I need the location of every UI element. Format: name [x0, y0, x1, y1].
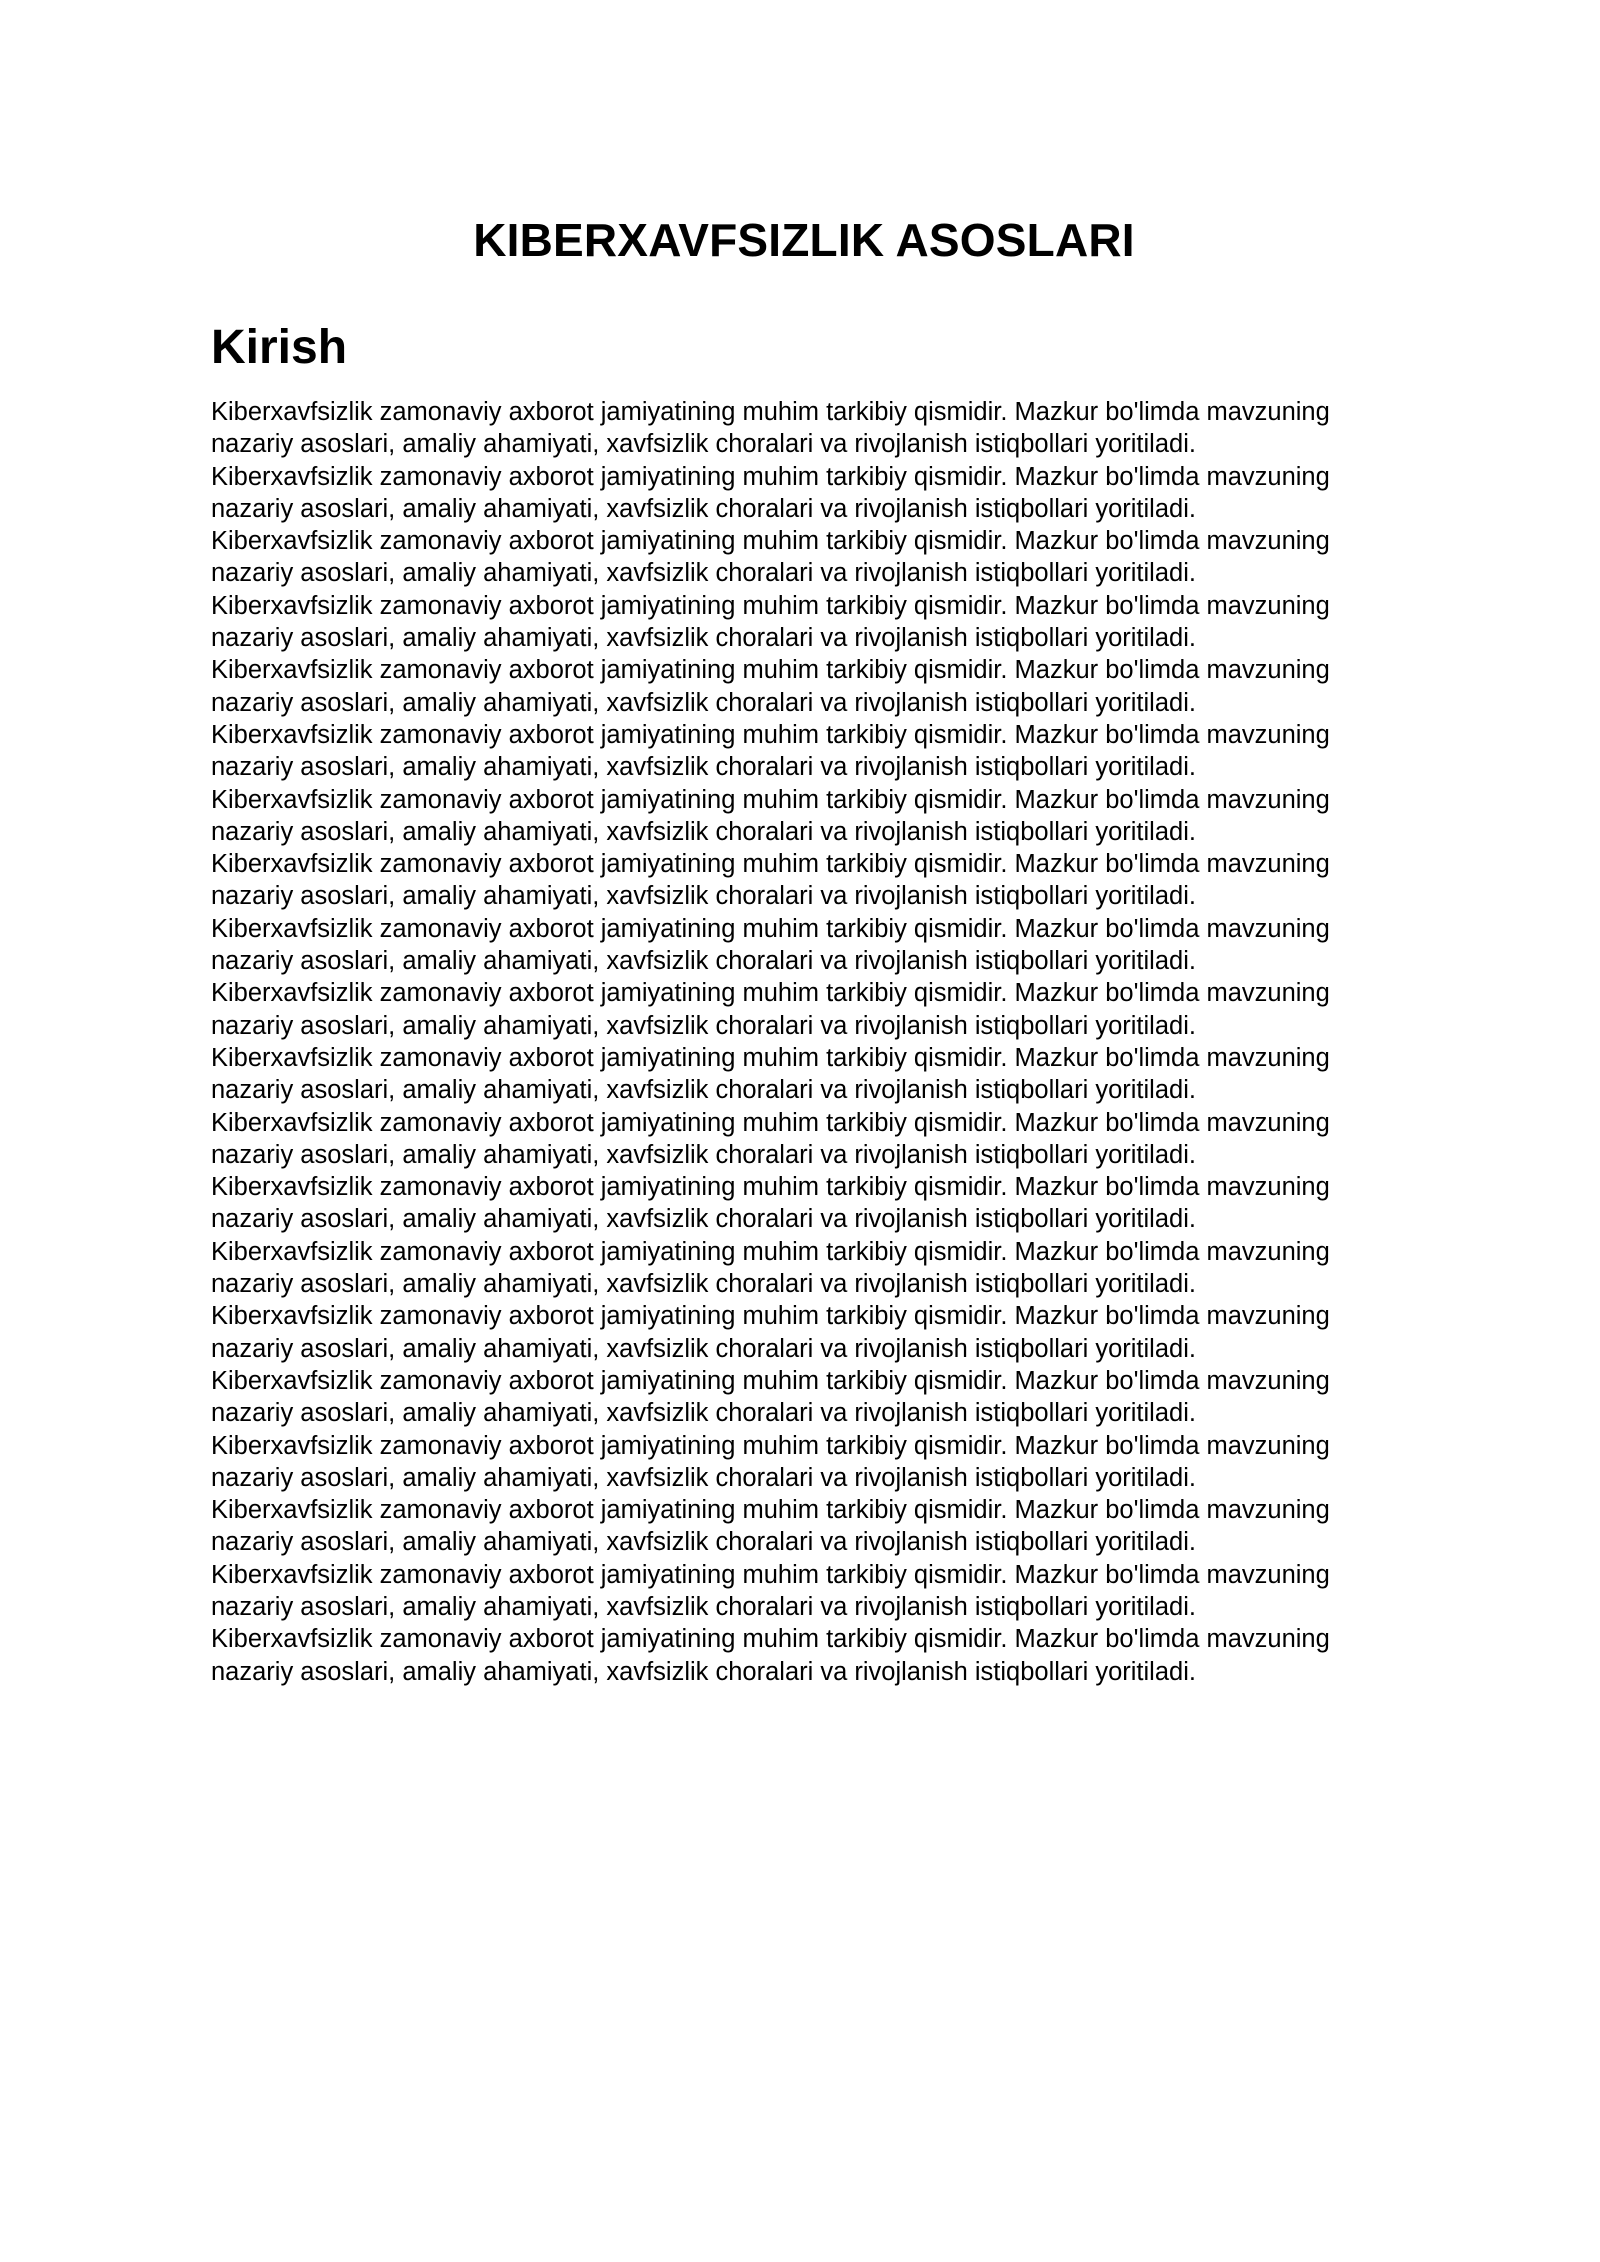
paragraph-line-1: Kiberxavfsizlik zamonaviy axborot jamiyatining muhim tarkibiy qismidir. Mazkur bo'limda mavzuning: [211, 1108, 1330, 1137]
paragraph-line-1: Kiberxavfsizlik zamonaviy axborot jamiyatining muhim tarkibiy qismidir. Mazkur bo'limda mavzuning: [211, 591, 1330, 620]
paragraph: [211, 1300, 1411, 1365]
paragraph-line-2: nazariy asoslari, amaliy ahamiyati, xavfsizlik choralari va rivojlanish istiqbollari yoritiladi.: [211, 753, 1196, 782]
paragraph-line-1: Kiberxavfsizlik zamonaviy axborot jamiyatining muhim tarkibiy qismidir. Mazkur bo'limda mavzuning: [211, 527, 1330, 556]
paragraph-line-2: nazariy asoslari, amaliy ahamiyati, xavfsizlik choralari va rivojlanish istiqbollari yoritiladi.: [211, 882, 1196, 911]
paragraph-line-1: Kiberxavfsizlik zamonaviy axborot jamiyatining muhim tarkibiy qismidir. Mazkur bo'limda mavzuning: [211, 1625, 1330, 1654]
paragraph-line-1: Kiberxavfsizlik zamonaviy axborot jamiyatining muhim tarkibiy qismidir. Mazkur bo'limda mavzuning: [211, 1560, 1330, 1589]
paragraph-line-1: Kiberxavfsizlik zamonaviy axborot jamiyatining muhim tarkibiy qismidir. Mazkur bo'limda mavzuning: [211, 979, 1330, 1008]
document-title-text: KIBERXAVFSIZLIK ASOSLARI: [473, 214, 1135, 266]
section-body: [211, 396, 1411, 1688]
paragraph-line-1: Kiberxavfsizlik zamonaviy axborot jamiyatining muhim tarkibiy qismidir. Mazkur bo'limda mavzuning: [211, 785, 1330, 814]
paragraph-line-1: Kiberxavfsizlik zamonaviy axborot jamiyatining muhim tarkibiy qismidir. Mazkur bo'limda mavzuning: [211, 720, 1330, 749]
paragraph-line-2: nazariy asoslari, amaliy ahamiyati, xavfsizlik choralari va rivojlanish istiqbollari yoritiladi.: [211, 559, 1196, 588]
paragraph: [211, 848, 1411, 913]
paragraph: [211, 977, 1411, 1042]
paragraph: [211, 1430, 1411, 1495]
paragraph-line-2: nazariy asoslari, amaliy ahamiyati, xavfsizlik choralari va rivojlanish istiqbollari yoritiladi.: [211, 1076, 1196, 1105]
paragraph-line-2: nazariy asoslari, amaliy ahamiyati, xavfsizlik choralari va rivojlanish istiqbollari yoritiladi.: [211, 1270, 1196, 1299]
paragraph: [211, 396, 1411, 461]
paragraph-line-1: Kiberxavfsizlik zamonaviy axborot jamiyatining muhim tarkibiy qismidir. Mazkur bo'limda mavzuning: [211, 1496, 1330, 1525]
paragraph-line-1: Kiberxavfsizlik zamonaviy axborot jamiyatining muhim tarkibiy qismidir. Mazkur bo'limda mavzuning: [211, 1237, 1330, 1266]
paragraph: [211, 525, 1411, 590]
paragraph-line-2: nazariy asoslari, amaliy ahamiyati, xavfsizlik choralari va rivojlanish istiqbollari yoritiladi.: [211, 1528, 1196, 1557]
paragraph-line-2: nazariy asoslari, amaliy ahamiyati, xavfsizlik choralari va rivojlanish istiqbollari yoritiladi.: [211, 1140, 1196, 1169]
paragraph: [211, 1559, 1411, 1624]
paragraph: [211, 654, 1411, 719]
paragraph: [211, 590, 1411, 655]
paragraph-line-2: nazariy asoslari, amaliy ahamiyati, xavfsizlik choralari va rivojlanish istiqbollari yoritiladi.: [211, 817, 1196, 846]
paragraph: [211, 784, 1411, 849]
paragraph-line-1: Kiberxavfsizlik zamonaviy axborot jamiyatining muhim tarkibiy qismidir. Mazkur bo'limda mavzuning: [211, 462, 1330, 491]
paragraph-line-2: nazariy asoslari, amaliy ahamiyati, xavfsizlik choralari va rivojlanish istiqbollari yoritiladi.: [211, 1592, 1196, 1621]
document-title: [0, 212, 1600, 268]
paragraph-line-2: nazariy asoslari, amaliy ahamiyati, xavfsizlik choralari va rivojlanish istiqbollari yoritiladi.: [211, 624, 1196, 653]
paragraph-line-2: nazariy asoslari, amaliy ahamiyati, xavfsizlik choralari va rivojlanish istiqbollari yoritiladi.: [211, 494, 1196, 523]
paragraph: [211, 1171, 1411, 1236]
paragraph: [211, 461, 1411, 526]
paragraph-line-1: Kiberxavfsizlik zamonaviy axborot jamiyatining muhim tarkibiy qismidir. Mazkur bo'limda mavzuning: [211, 1173, 1330, 1202]
paragraph-line-1: Kiberxavfsizlik zamonaviy axborot jamiyatining muhim tarkibiy qismidir. Mazkur bo'limda mavzuning: [211, 1431, 1330, 1460]
paragraph-line-1: Kiberxavfsizlik zamonaviy axborot jamiyatining muhim tarkibiy qismidir. Mazkur bo'limda mavzuning: [211, 914, 1330, 943]
paragraph-line-1: Kiberxavfsizlik zamonaviy axborot jamiyatining muhim tarkibiy qismidir. Mazkur bo'limda mavzuning: [211, 1302, 1330, 1331]
paragraph-line-2: nazariy asoslari, amaliy ahamiyati, xavfsizlik choralari va rivojlanish istiqbollari yoritiladi.: [211, 1011, 1196, 1040]
paragraph-line-2: nazariy asoslari, amaliy ahamiyati, xavfsizlik choralari va rivojlanish istiqbollari yoritiladi.: [211, 430, 1196, 459]
paragraph-line-2: nazariy asoslari, amaliy ahamiyati, xavfsizlik choralari va rivojlanish istiqbollari yoritiladi.: [211, 1463, 1196, 1492]
paragraph: [211, 1623, 1411, 1688]
paragraph-line-2: nazariy asoslari, amaliy ahamiyati, xavfsizlik choralari va rivojlanish istiqbollari yoritiladi.: [211, 1399, 1196, 1428]
paragraph-line-1: Kiberxavfsizlik zamonaviy axborot jamiyatining muhim tarkibiy qismidir. Mazkur bo'limda mavzuning: [211, 1043, 1330, 1072]
paragraph: [211, 719, 1411, 784]
paragraph-line-2: nazariy asoslari, amaliy ahamiyati, xavfsizlik choralari va rivojlanish istiqbollari yoritiladi.: [211, 688, 1196, 717]
paragraph: [211, 1236, 1411, 1301]
paragraph-line-1: Kiberxavfsizlik zamonaviy axborot jamiyatining muhim tarkibiy qismidir. Mazkur bo'limda mavzuning: [211, 656, 1330, 685]
paragraph-line-1: Kiberxavfsizlik zamonaviy axborot jamiyatining muhim tarkibiy qismidir. Mazkur bo'limda mavzuning: [211, 398, 1330, 426]
paragraph: [211, 1107, 1411, 1172]
paragraph: [211, 913, 1411, 978]
section-heading: Kirish: [211, 321, 348, 374]
paragraph-line-2: nazariy asoslari, amaliy ahamiyati, xavfsizlik choralari va rivojlanish istiqbollari yoritiladi.: [211, 1205, 1196, 1234]
paragraph: [211, 1494, 1411, 1559]
paragraph-line-2: nazariy asoslari, amaliy ahamiyati, xavfsizlik choralari va rivojlanish istiqbollari yoritiladi.: [211, 1334, 1196, 1363]
paragraph: [211, 1042, 1411, 1107]
paragraph: [211, 1365, 1411, 1430]
paragraph-line-1: Kiberxavfsizlik zamonaviy axborot jamiyatining muhim tarkibiy qismidir. Mazkur bo'limda mavzuning: [211, 1366, 1330, 1395]
paragraph-line-2: nazariy asoslari, amaliy ahamiyati, xavfsizlik choralari va rivojlanish istiqbollari yoritiladi.: [211, 1657, 1196, 1686]
paragraph-line-2: nazariy asoslari, amaliy ahamiyati, xavfsizlik choralari va rivojlanish istiqbollari yoritiladi.: [211, 947, 1196, 976]
paragraph-line-1: Kiberxavfsizlik zamonaviy axborot jamiyatining muhim tarkibiy qismidir. Mazkur bo'limda mavzuning: [211, 850, 1330, 879]
